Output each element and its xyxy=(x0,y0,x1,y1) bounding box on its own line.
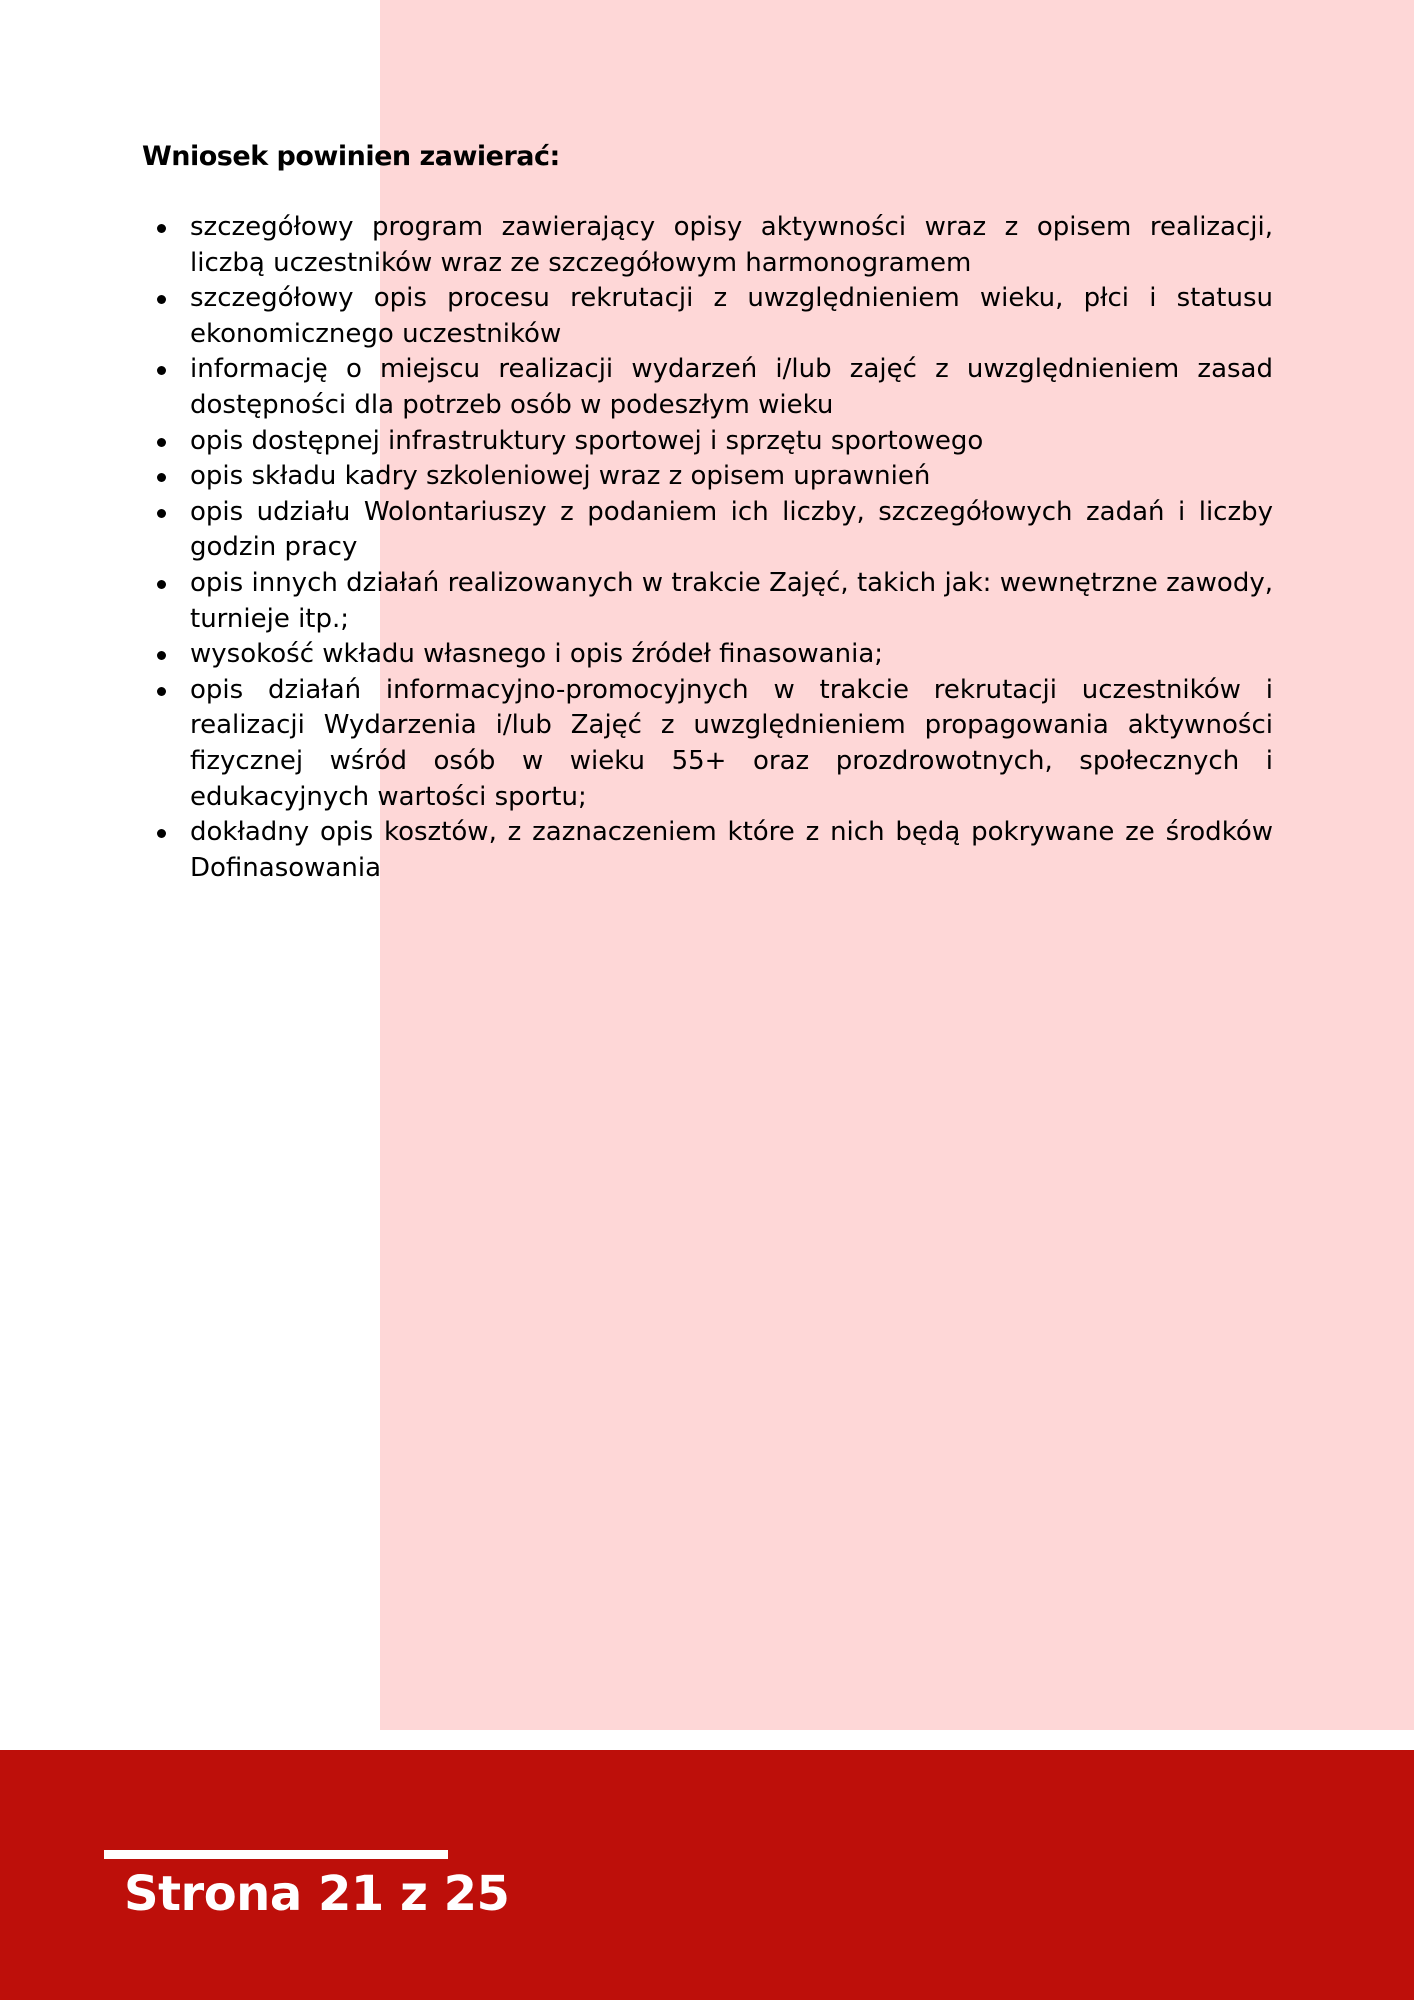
footer-divider xyxy=(104,1850,448,1859)
list-item: dokładny opis kosztów, z zaznaczeniem które z nich będą pokrywane ze środków Dofinasowania xyxy=(190,815,1273,886)
list-item: opis działań informacyjno-promocyjnych w trakcie rekrutacji uczestników i realizacji Wydarzenia i/lub Zajęć z uwzględnieniem propagowania aktywności fizycznej wśród osób w wieku 55+ oraz prozdrowotnych, społecznych i edukacyjnych wartości sportu; xyxy=(190,673,1273,815)
list-item: opis udziału Wolontariuszy z podaniem ich liczby, szczegółowych zadań i liczby godzin pracy xyxy=(190,495,1273,566)
list-item: szczegółowy opis procesu rekrutacji z uwzględnieniem wieku, płci i statusu ekonomicznego uczestników xyxy=(190,281,1273,352)
list-item: opis innych działań realizowanych w trakcie Zajęć, takich jak: wewnętrzne zawody, turnieje itp.; xyxy=(190,566,1273,637)
page-number: Strona 21 z 25 xyxy=(124,1866,510,1922)
document-body xyxy=(142,138,1273,886)
list-item: opis składu kadry szkoleniowej wraz z opisem uprawnień xyxy=(190,459,1273,495)
list-item: opis dostępnej infrastruktury sportowej i sprzętu sportowego xyxy=(190,424,1273,460)
section-heading: Wniosek powinien zawierać: xyxy=(142,141,560,172)
list-item: wysokość wkładu własnego i opis źródeł finasowania; xyxy=(190,637,1273,673)
requirements-list xyxy=(142,210,1273,886)
list-item: szczegółowy program zawierający opisy aktywności wraz z opisem realizacji, liczbą uczestników wraz ze szczegółowym harmonogramem xyxy=(190,210,1273,281)
page-footer xyxy=(0,1750,1414,2000)
list-item: informację o miejscu realizacji wydarzeń i/lub zajęć z uwzględnieniem zasad dostępności dla potrzeb osób w podeszłym wieku xyxy=(190,352,1273,423)
